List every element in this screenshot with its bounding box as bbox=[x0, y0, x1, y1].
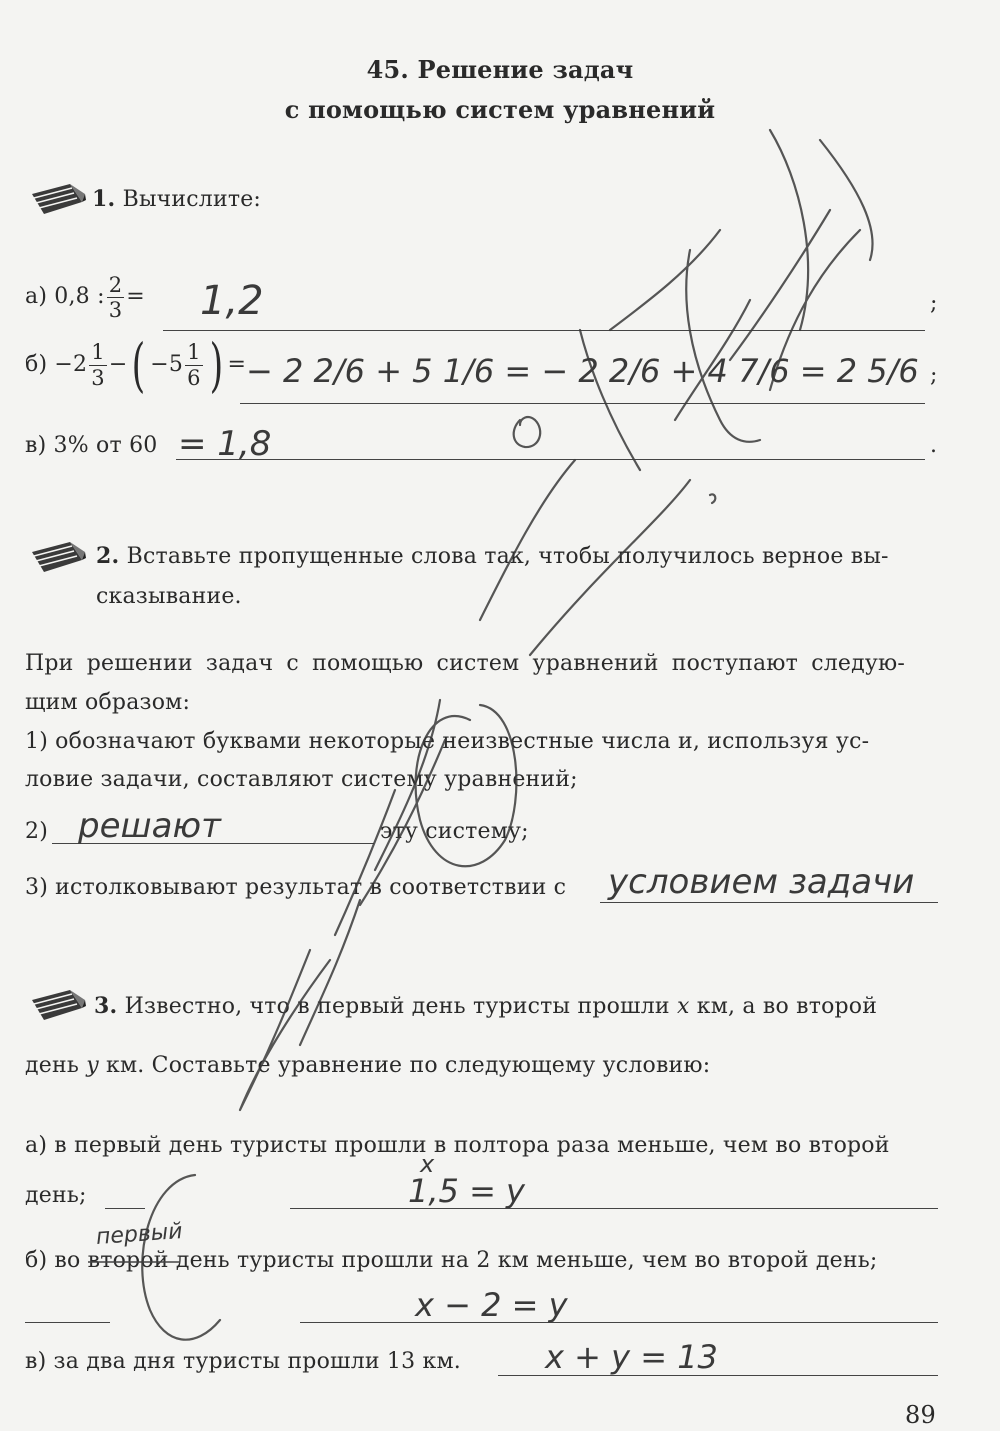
task3-heading: 3. Известно, что в первый день туристы прошли x км, а во второй bbox=[94, 993, 878, 1019]
task1b-fraction1: $\frac{1}{3}$ bbox=[91, 340, 105, 390]
task3b-line1: б) во второй день туристы прошли на 2 км меньше, чем во второй день; bbox=[25, 1248, 878, 1273]
pencil-icon bbox=[30, 986, 86, 1026]
page-number: 89 bbox=[905, 1401, 936, 1429]
task1c-answer-line bbox=[176, 459, 925, 460]
task3b-correction: первый bbox=[95, 1219, 184, 1250]
task1b-answer-line bbox=[240, 403, 925, 404]
task1-prompt: Вычислите: bbox=[122, 187, 262, 212]
task3c-answer: x + y = 13 bbox=[545, 1338, 718, 1376]
task1a-end: ; bbox=[930, 291, 938, 316]
task1b-expression: б) −2 $\frac{1}{3}$ − ( −5 $\frac{1}{6}$ ) = bbox=[25, 331, 247, 399]
task2-step3-answer: условием задачи bbox=[608, 862, 915, 902]
task1b-label: б) −2 bbox=[25, 351, 88, 377]
task2-step2-suffix: эту систему; bbox=[380, 819, 529, 844]
task1-number: 1. bbox=[92, 186, 116, 212]
pencil-icon bbox=[30, 538, 86, 578]
task1c-answer: = 1,8 bbox=[178, 424, 272, 464]
task3a-answer-line bbox=[290, 1208, 938, 1209]
task3-prompt-line2: день y км. Составьте уравнение по следующему условию: bbox=[25, 1053, 711, 1078]
task1b-fraction2: $\frac{1}{6}$ bbox=[187, 340, 201, 390]
task3a-short-line bbox=[105, 1208, 145, 1209]
task2-step2-answer: решают bbox=[78, 806, 221, 846]
task2-prompt-line2: сказывание. bbox=[96, 584, 242, 609]
task3b-answer: x − 2 = y bbox=[415, 1286, 568, 1324]
task3-number: 3. bbox=[94, 993, 118, 1019]
section-title: 45. Решение задач bbox=[366, 55, 634, 84]
task1c-label: в) 3% от 60 bbox=[25, 433, 158, 458]
task1a-equals: = bbox=[126, 284, 145, 310]
task2-heading bbox=[96, 542, 889, 572]
task1a-expression bbox=[25, 273, 145, 322]
task3c-line1: в) за два дня туристы прошли 13 км. bbox=[25, 1349, 461, 1374]
section-subtitle: с помощью систем уравнений bbox=[284, 95, 716, 124]
task2-number: 2. bbox=[96, 543, 120, 569]
task2-step1-line2: ловие задачи, составляют систему уравнений; bbox=[25, 767, 578, 792]
task2-paragraph-line1: При решении задач с помощью систем уравнений поступают следую- bbox=[25, 651, 905, 676]
task1a-label: а) 0,8 : bbox=[25, 284, 105, 310]
task3a-answer: 1,5 = y bbox=[408, 1172, 525, 1210]
task2-prompt-line1: Вставьте пропущенные слова так, чтобы получилось верное вы- bbox=[126, 544, 889, 569]
task3a-line1: а) в первый день туристы прошли в полтора раза меньше, чем во второй bbox=[25, 1133, 890, 1158]
task2-paragraph-line2: щим образом: bbox=[25, 690, 191, 715]
task3a-answer-numerator: x bbox=[420, 1150, 435, 1178]
task1b-inner: −5 bbox=[150, 351, 184, 377]
task1b-end: ; bbox=[930, 363, 938, 388]
task2-step3-answer-line bbox=[600, 902, 938, 903]
task2-step1-line1: 1) обозначают буквами некоторые неизвестные числа и, используя ус- bbox=[25, 729, 870, 754]
task1b-answer: − 2 2/6 + 5 1/6 = − 2 2/6 + 4 7/6 = 2 5/6 bbox=[246, 352, 919, 390]
pencil-icon bbox=[30, 180, 86, 220]
task1a-fraction: $\frac{2}{3}$ bbox=[108, 273, 123, 323]
task1c-end: . bbox=[930, 433, 938, 458]
task3b-answer-line bbox=[300, 1322, 938, 1323]
task2-step3-prefix: 3) истолковывают результат в соответствии с bbox=[25, 875, 567, 900]
task1b-minus: − bbox=[108, 351, 128, 377]
task1a-answer: 1,2 bbox=[200, 278, 264, 324]
task2-step2-prefix: 2) bbox=[25, 819, 48, 844]
task3b-short-line bbox=[25, 1322, 110, 1323]
task1-heading bbox=[92, 185, 261, 215]
task1a-answer-line bbox=[163, 330, 925, 331]
task1b-equals: = bbox=[227, 351, 247, 377]
task3a-line2: день; bbox=[25, 1183, 87, 1208]
